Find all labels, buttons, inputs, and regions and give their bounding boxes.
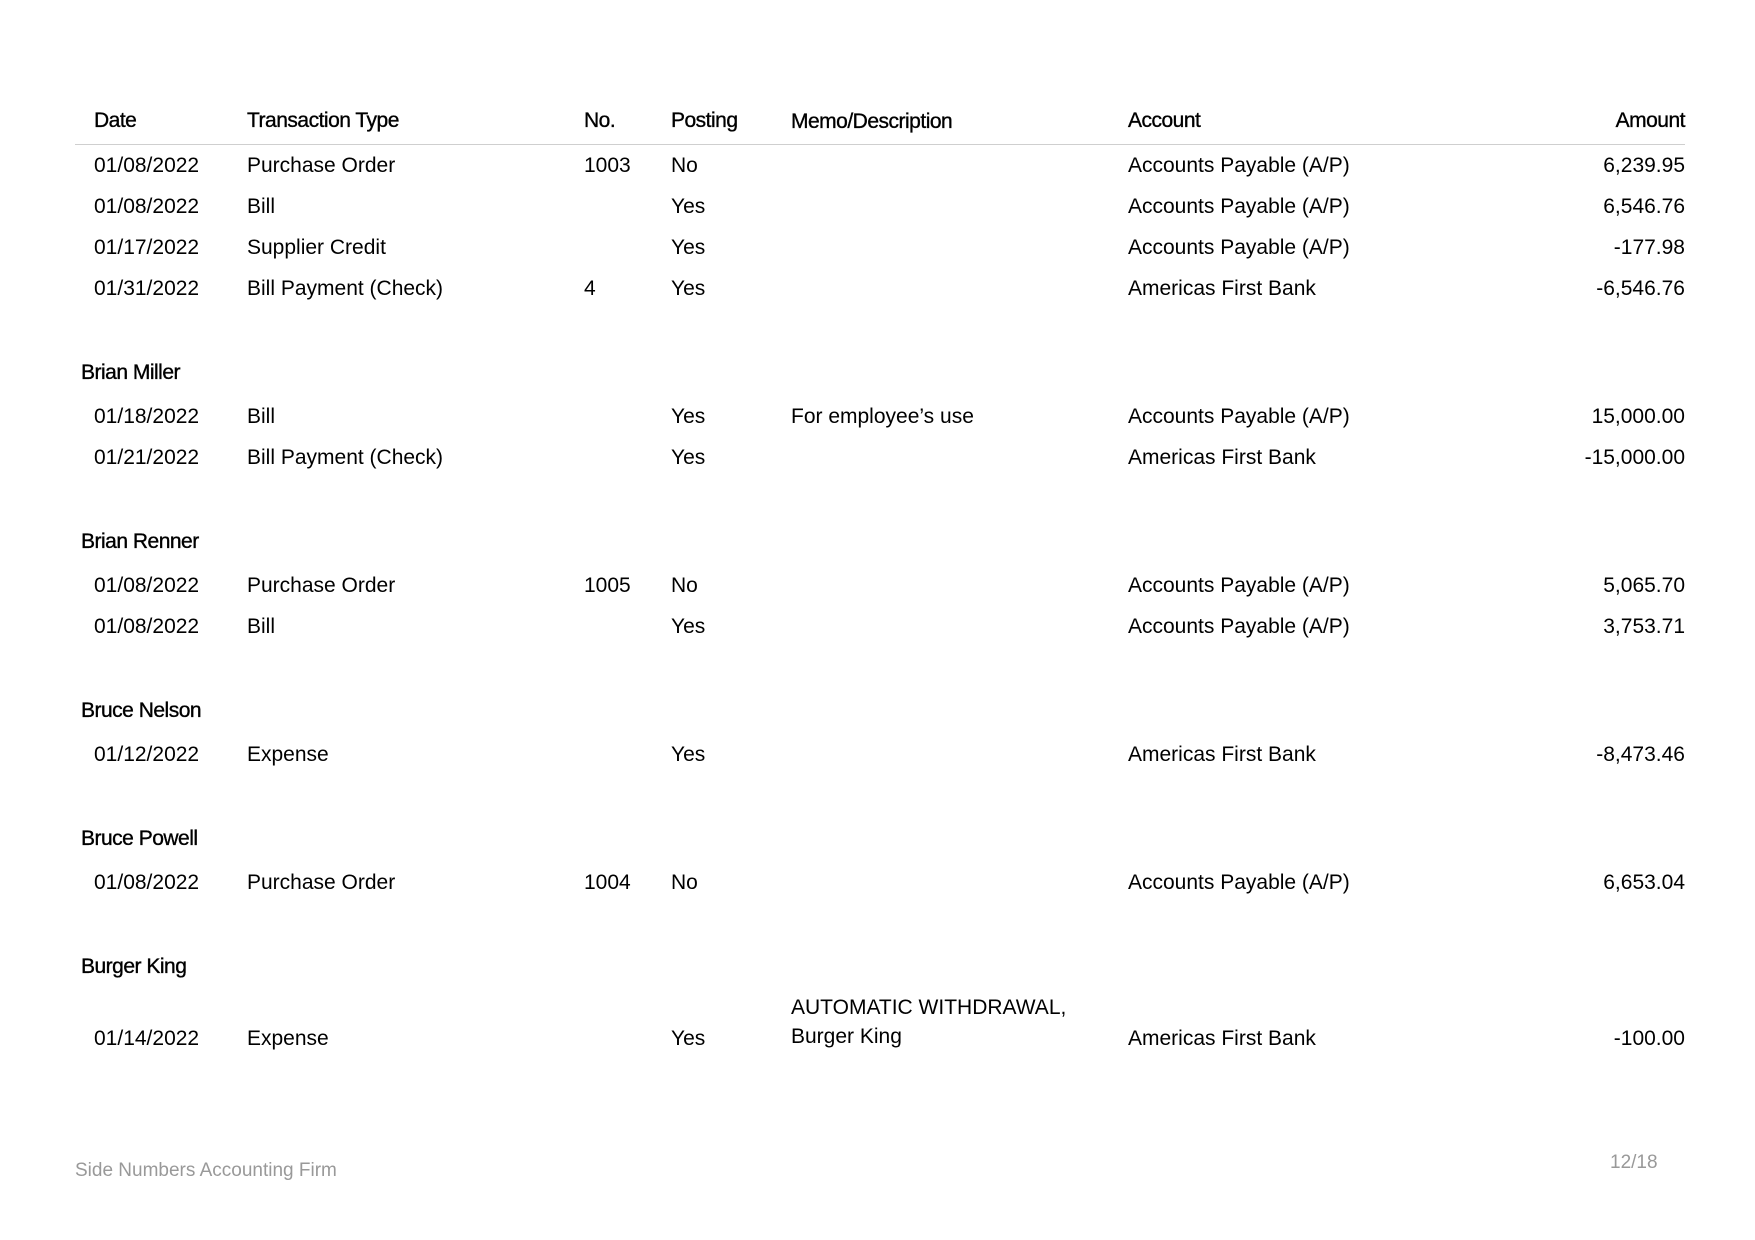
row-type: Purchase Order [247,153,396,177]
column-header-date: Date [94,109,137,132]
row-posting: Yes [671,614,706,638]
row-account: Accounts Payable (A/P) [1128,194,1350,218]
row-type: Bill Payment (Check) [247,445,444,469]
row-type: Bill Payment (Check) [247,276,444,300]
row-date: 01/08/2022 [94,573,200,597]
table-row [75,606,1685,647]
table-row [75,990,1685,1056]
vendor-group [75,350,1685,478]
row-account: Americas First Bank [1128,742,1316,766]
column-header-account: Account [1128,109,1201,132]
row-account: Accounts Payable (A/P) [1128,404,1350,428]
row-account: Accounts Payable (A/P) [1128,235,1350,259]
table-row [75,227,1685,268]
row-no: 1003 [584,153,631,177]
row-amount: 5,065.70 [1603,573,1685,597]
group-spacer [75,309,1685,350]
table-row [75,565,1685,606]
row-type: Purchase Order [247,870,396,894]
table-header [75,98,1685,145]
group-spacer [75,903,1685,944]
row-date: 01/31/2022 [94,276,200,300]
row-date: 01/08/2022 [94,870,200,894]
row-posting: No [671,573,698,597]
row-type: Bill [247,404,276,428]
vendor-group [75,944,1685,1056]
table-row [75,268,1685,309]
column-header-no: No. [584,109,616,132]
row-posting: Yes [671,1027,706,1050]
row-date: 01/08/2022 [94,614,200,638]
row-date: 01/12/2022 [94,742,200,766]
vendor-name: Bruce Nelson [81,699,202,722]
row-account: Accounts Payable (A/P) [1128,153,1350,177]
row-memo-line-2: Burger King [791,1025,902,1048]
group-spacer [75,647,1685,688]
row-posting: Yes [671,194,706,218]
row-type: Purchase Order [247,573,396,597]
row-amount: 6,653.04 [1603,870,1685,894]
row-date: 01/17/2022 [94,235,200,259]
row-posting: No [671,153,698,177]
vendor-name: Brian Renner [81,530,199,553]
row-account: Accounts Payable (A/P) [1128,870,1350,894]
row-posting: Yes [671,235,706,259]
table-row [75,396,1685,437]
row-memo-line-1: AUTOMATIC WITHDRAWAL, [791,996,1067,1019]
row-account: Accounts Payable (A/P) [1128,614,1350,638]
row-amount: 15,000.00 [1591,404,1685,428]
row-memo: For employee’s use [791,405,974,428]
column-header-memo: Memo/Description [791,109,953,133]
row-type: Bill [247,194,276,218]
row-amount: -8,473.46 [1596,742,1685,766]
vendor-name: Brian Miller [81,361,181,384]
transaction-report [75,98,1685,1056]
row-amount: -177.98 [1613,235,1685,259]
table-row [75,145,1685,186]
vendor-group [75,688,1685,775]
table-row [75,862,1685,903]
vendor-group [75,816,1685,903]
footer-company-name: Side Numbers Accounting Firm [75,1160,337,1181]
row-posting: Yes [671,742,706,766]
vendor-name: Bruce Powell [81,827,198,850]
row-amount: -15,000.00 [1584,445,1685,469]
row-account: Accounts Payable (A/P) [1128,573,1350,597]
row-date: 01/08/2022 [94,194,200,218]
row-amount: -6,546.76 [1596,276,1685,300]
row-posting: Yes [671,404,706,428]
row-posting: No [671,870,698,894]
group-spacer [75,775,1685,816]
row-posting: Yes [671,276,706,300]
row-amount: 3,753.71 [1603,614,1685,638]
row-account: Americas First Bank [1128,276,1316,300]
column-header-amount: Amount [1615,109,1685,132]
row-date: 01/14/2022 [94,1027,200,1050]
row-type: Supplier Credit [247,235,386,259]
column-header-posting: Posting [671,109,738,132]
table-row [75,437,1685,478]
row-amount: 6,546.76 [1603,194,1685,218]
row-account: Americas First Bank [1128,445,1316,469]
row-type: Expense [247,1027,329,1050]
row-amount: 6,239.95 [1603,153,1685,177]
footer-page-number: 12/18 [1610,1152,1658,1173]
table-row [75,186,1685,227]
row-memo [791,993,1128,1051]
row-amount: -100.00 [1613,1027,1685,1050]
row-no: 4 [584,276,596,300]
vendor-group [75,519,1685,647]
row-no: 1005 [584,573,631,597]
group-spacer [75,478,1685,519]
vendor-name: Burger King [81,955,187,978]
row-no: 1004 [584,870,631,894]
row-type: Expense [247,742,329,766]
row-posting: Yes [671,445,706,469]
table-row [75,734,1685,775]
row-date: 01/08/2022 [94,153,200,177]
row-date: 01/21/2022 [94,445,200,469]
row-date: 01/18/2022 [94,404,200,428]
row-account: Americas First Bank [1128,1027,1316,1050]
row-type: Bill [247,614,276,638]
column-header-transaction-type: Transaction Type [247,109,399,132]
